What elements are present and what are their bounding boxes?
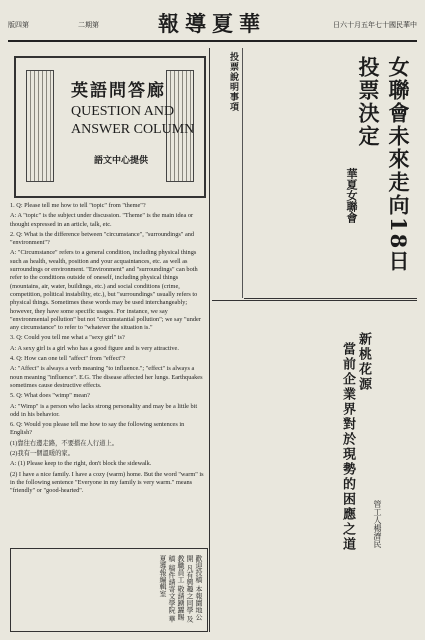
- page-label: 版四第: [8, 21, 29, 29]
- qa-column: [10, 48, 206, 538]
- call-for-papers-text: 歡迎投稿 本報園地公開 凡有興趣之同學 及教職員工 敬請踴躍賜稿 稿件請寄文學院 華夏導報編輯室: [159, 555, 203, 623]
- article-byline: 管工人楊濟民: [373, 500, 382, 548]
- qa-body: [10, 202, 206, 498]
- qa-item: 6. Q: Would you please tell me how to say the following sentences in English?: [10, 421, 185, 437]
- qa-item: 4. Q: How can one tell "affect" from "effect"?: [10, 355, 126, 363]
- pillar-left-icon: [26, 70, 54, 182]
- headline-main: 女聯會未來走向18日投票決定: [356, 56, 411, 274]
- section-divider: [212, 300, 417, 301]
- qa-item: A: "Affect" is always a verb meaning "to influence."; "effect" is always a noun meaning "influence". E.G. The disease affected her lungs. Earthquakes sometimes cause destructive effects.: [10, 365, 203, 389]
- qa-item: (2) I have a nice family. I have a cozy (warm) home. But the word "warm" is in the following sentence "Everyone in my family is very warm." means "friendly" or "good-hearted".: [10, 470, 204, 495]
- feature-article: [212, 302, 417, 632]
- headline-article: [244, 48, 417, 299]
- qa-credit: 語文中心提供: [94, 156, 149, 166]
- qa-item: (1)靠往右邊走路，不要擋在人行道上。: [10, 439, 119, 447]
- qa-item: A: (1) Please keep to the right, don't block the sidewalk.: [10, 460, 152, 468]
- headline-sub: 華夏女聯會: [345, 168, 358, 223]
- call-for-papers-box: [10, 548, 208, 632]
- column-divider: [209, 48, 210, 632]
- article-title-1: 新桃花源: [356, 332, 371, 392]
- qa-title-en-2: ANSWER COLUMN: [71, 122, 195, 137]
- article-title-2: 當前企業界對於現勢的困應之道: [340, 342, 355, 552]
- qa-item: A: A sexy girl is a girl who has a good figure and is very attractive.: [10, 344, 179, 352]
- issue-number: 二期第: [78, 21, 99, 29]
- qa-item: (2)我有一個溫暖的家。: [10, 450, 75, 458]
- issue-date: 日六十月五年七十國民華中: [333, 21, 417, 29]
- qa-title-en-1: QUESTION AND: [71, 104, 175, 119]
- qa-header-box: [14, 56, 206, 198]
- qa-item: 5. Q: What does "wimp" mean?: [10, 392, 90, 400]
- qa-item: 2. Q: What is the difference between "circumstance", "surroundings" and "environment"?: [10, 230, 195, 247]
- voting-notice-title: 投票說明事項: [228, 52, 238, 112]
- voting-notice: [212, 48, 243, 298]
- qa-item: 3. Q: Could you tell me what a "sexy girl" is?: [10, 334, 125, 342]
- newspaper-title: 報導夏華: [158, 11, 266, 36]
- qa-item: A: "Circumstance" refers to a general condition, including physical things such as health, wealth, position and your acquaintances, etc. as well as surroundings or environment. "Environment" and "surroundings" can both refer to the conditions outside of oneself, including physical things (mountains, air, water, buildings, etc.) and social conditions (crime, competition, political instability, etc.), but "surroundings" usually refers to physical things. Sometimes these words may be used interchangeably; however, they have some specific usages. For instance, we say "environmental pollution" but not "circumstantial pollution"; we say "under any circumstance" to refer to "whatever the situation is.": [10, 249, 201, 332]
- qa-title-cn: 英語問答廊: [71, 81, 166, 101]
- qa-item: A: "Wimp" is a person who lacks strong personality and may be a little bit odd in his behavior.: [10, 402, 198, 418]
- qa-item: A: A "topic" is the subject under discussion. "Theme" is the main idea or thought expressed in an article, talk, etc.: [10, 212, 194, 228]
- qa-item: 1. Q: Please tell me how to tell "topic" from "theme"?: [10, 202, 146, 209]
- masthead: [8, 8, 417, 42]
